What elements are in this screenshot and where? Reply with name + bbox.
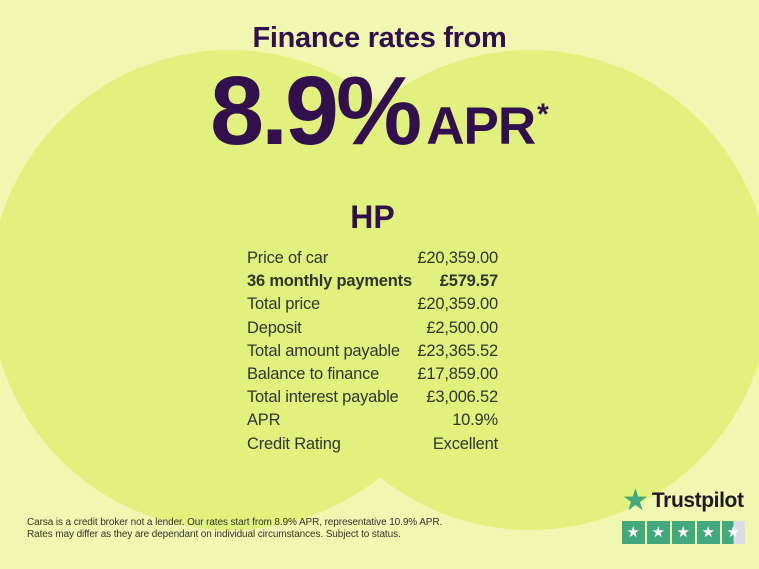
star-icon: ★ bbox=[651, 523, 665, 541]
trustpilot-star-box bbox=[622, 521, 645, 544]
finance-row-label: Total amount payable bbox=[247, 341, 400, 360]
finance-table-row bbox=[247, 386, 498, 409]
finance-row-label: Deposit bbox=[247, 318, 302, 337]
star-icon: ★ bbox=[701, 523, 715, 541]
finance-table-row bbox=[247, 293, 498, 316]
trustpilot-star-icon: ★ bbox=[622, 484, 649, 517]
trustpilot-star-box bbox=[672, 521, 695, 544]
rate-footnote-marker: * bbox=[537, 98, 549, 131]
finance-row-value: £20,359.00 bbox=[417, 295, 498, 314]
finance-type-heading: HP bbox=[350, 199, 395, 235]
trustpilot-star-box bbox=[697, 521, 720, 544]
finance-row-value: 10.9% bbox=[452, 411, 498, 430]
finance-table-row bbox=[247, 340, 498, 363]
trustpilot-brand-name: Trustpilot bbox=[651, 489, 744, 512]
finance-row-label: 36 monthly payments bbox=[247, 272, 412, 291]
trustpilot-star-box bbox=[722, 521, 745, 544]
finance-row-value: £20,359.00 bbox=[417, 249, 498, 267]
finance-row-value: £2,500.00 bbox=[426, 318, 498, 337]
disclaimer-line-1: Carsa is a credit broker not a lender. Our rates start from 8.9% APR, representative 10.9% APR. bbox=[27, 517, 443, 528]
finance-row-value: £3,006.52 bbox=[426, 388, 498, 407]
finance-row-label: Total price bbox=[247, 295, 321, 314]
banner-title: Finance rates from bbox=[252, 22, 507, 54]
headline-rate bbox=[0, 56, 759, 165]
star-icon: ★ bbox=[626, 523, 640, 541]
finance-row-label: Total interest payable bbox=[247, 388, 399, 407]
rate-unit: APR bbox=[426, 97, 536, 156]
rate-value: 8.9% bbox=[210, 56, 420, 165]
finance-row-value: £579.57 bbox=[439, 272, 498, 291]
trustpilot-widget bbox=[622, 484, 745, 544]
finance-table-row bbox=[247, 317, 498, 340]
finance-row-value: Excellent bbox=[432, 434, 498, 453]
finance-table-row bbox=[247, 433, 498, 456]
finance-table bbox=[247, 247, 498, 456]
trustpilot-logo bbox=[622, 484, 745, 517]
trustpilot-rating-stars bbox=[622, 521, 745, 544]
finance-row-label: Credit Rating bbox=[247, 434, 341, 453]
disclaimer-line-2: Rates may differ as they are dependant on individual circumstances. Subject to status. bbox=[27, 529, 401, 541]
star-icon: ★ bbox=[676, 523, 690, 541]
finance-row-label: Balance to finance bbox=[247, 365, 380, 384]
finance-table-row bbox=[247, 409, 498, 432]
star-icon: ★ bbox=[726, 523, 740, 541]
finance-row-label: APR bbox=[247, 411, 281, 430]
finance-table-row bbox=[247, 247, 498, 270]
disclaimer-text bbox=[27, 517, 442, 542]
finance-row-value: £23,365.52 bbox=[417, 341, 498, 360]
finance-row-value: £17,859.00 bbox=[417, 365, 498, 384]
finance-row-label: Price of car bbox=[247, 249, 329, 267]
trustpilot-star-box bbox=[647, 521, 670, 544]
finance-table-row bbox=[247, 270, 498, 293]
finance-table-row bbox=[247, 363, 498, 386]
